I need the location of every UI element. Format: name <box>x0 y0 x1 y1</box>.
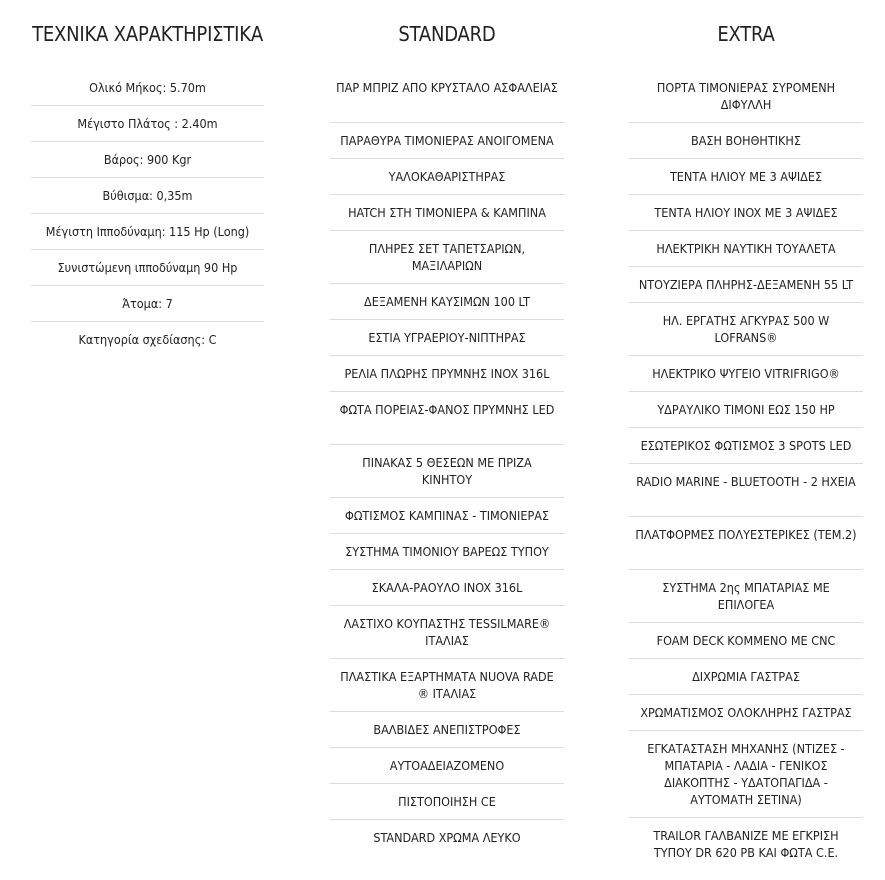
standard-item: ΠΙΝΑΚΑΣ 5 ΘΕΣΕΩΝ ΜΕ ΠΡΙΖΑ ΚΙΝΗΤΟΥ <box>330 445 564 498</box>
extra-heading: EXTRA <box>717 22 775 46</box>
extra-item: ΕΣΩΤΕΡΙΚΟΣ ΦΩΤΙΣΜΟΣ 3 SPOTS LED <box>629 428 863 464</box>
standard-item: ΑΥΤΟΑΔΕΙΑΖΟΜΕΝΟ <box>330 748 564 784</box>
extra-item: ΧΡΩΜΑΤΙΣΜΟΣ ΟΛΟΚΛΗΡΗΣ ΓΑΣΤΡΑΣ <box>629 695 863 731</box>
spec-item-design-category: Κατηγορία σχεδίασης: C <box>78 332 217 347</box>
spec-item-recommended-power: Συνιστώμενη ιπποδύναμη 90 Hp <box>31 250 264 286</box>
spec-item-max-power: Μέγιστη Ιπποδύναμη: 115 Hp (Long) <box>31 214 264 250</box>
spec-item-beam: Μέγιστο Πλάτος : 2.40m <box>31 106 264 142</box>
standard-item: ΣΥΣΤΗΜΑ ΤΙΜΟΝΙΟΥ ΒΑΡΕΩΣ ΤΥΠΟΥ <box>330 534 564 570</box>
standard-list <box>330 70 564 856</box>
standard-heading: STANDARD <box>398 22 496 46</box>
extra-item: FOAM DECK ΚΟΜΜΕΝΟ ΜΕ CNC <box>629 623 863 659</box>
extra-item: ΤΕΝΤΑ ΗΛΙΟΥ ΜΕ 3 ΑΨΙΔΕΣ <box>629 159 863 195</box>
extra-item: ΥΔΡΑΥΛΙΚΟ ΤΙΜΟΝΙ ΕΩΣ 150 HP <box>629 392 863 428</box>
standard-item: ΒΑΛΒΙΔΕΣ ΑΝΕΠΙΣΤΡΟΦΕΣ <box>330 712 564 748</box>
standard-column <box>330 0 564 856</box>
extra-column <box>629 0 863 871</box>
standard-item: ΠΙΣΤΟΠΟΙΗΣΗ CE <box>330 784 564 820</box>
extra-item: ΒΑΣΗ ΒΟΗΘΗΤΙΚΗΣ <box>629 123 863 159</box>
standard-item: ΠΛΑΣΤΙΚΑ ΕΞΑΡΤΗΜΑΤΑ NUOVA RADE ® ΙΤΑΛΙΑΣ <box>330 659 564 712</box>
extra-item: ΗΛΕΚΤΡΙΚΗ ΝΑΥΤΙΚΗ ΤΟΥΑΛΕΤΑ <box>629 231 863 267</box>
standard-item: ΠΑΡΑΘΥΡΑ ΤΙΜΟΝΙΕΡΑΣ ΑΝΟΙΓΟΜΕΝΑ <box>330 123 564 159</box>
standard-item: ΥΑΛΟΚΑΘΑΡΙΣΤΗΡΑΣ <box>330 159 564 195</box>
extra-item: ΗΛΕΚΤΡΙΚΟ ΨΥΓΕΙΟ VITRIFRIGO® <box>629 356 863 392</box>
standard-item: ΠΑΡ ΜΠΡΙΖ ΑΠΟ ΚΡΥΣΤΑΛΟ ΑΣΦΑΛΕΙΑΣ <box>330 70 564 123</box>
standard-item: STANDARD ΧΡΩΜΑ ΛΕΥΚΟ <box>373 830 521 845</box>
specs-heading: ΤΕΧΝΙΚΑ ΧΑΡΑΚΤΗΡΙΣΤΙΚΑ <box>32 22 263 46</box>
standard-item: HATCH ΣΤΗ ΤΙΜΟΝΙΕΡΑ & ΚΑΜΠΙΝΑ <box>330 195 564 231</box>
spec-item-draft: Βύθισμα: 0,35m <box>31 178 264 214</box>
standard-item: ΦΩΤΑ ΠΟΡΕΙΑΣ-ΦΑΝΟΣ ΠΡΥΜΝΗΣ LED <box>330 392 564 445</box>
spec-item-persons: Άτομα: 7 <box>31 286 264 322</box>
extra-item: ΝΤΟΥΖΙΕΡΑ ΠΛΗΡΗΣ-ΔΕΞΑΜΕΝΗ 55 LT <box>629 267 863 303</box>
spec-item-weight: Βάρος: 900 Kgr <box>31 142 264 178</box>
extra-list <box>629 70 863 871</box>
standard-item: ΠΛΗΡΕΣ ΣΕΤ ΤΑΠΕΤΣΑΡΙΩΝ, ΜΑΞΙΛΑΡΙΩΝ <box>330 231 564 284</box>
specs-column <box>31 0 264 358</box>
extra-item: ΕΓΚΑΤΑΣΤΑΣΗ ΜΗΧΑΝΗΣ (ΝΤΙΖΕΣ - ΜΠΑΤΑΡΙΑ - ΛΑΔΙΑ - ΓΕΝΙΚΟΣ ΔΙΑΚΟΠΤΗΣ - ΥΔΑΤΟΠΑΓΙΔΑ - ΑΥΤΟΜΑΤΗ ΣΕΤΙΝΑ) <box>629 731 863 818</box>
extra-item: ΔΙΧΡΩΜΙΑ ΓΑΣΤΡΑΣ <box>629 659 863 695</box>
standard-item: ΦΩΤΙΣΜΟΣ ΚΑΜΠΙΝΑΣ - ΤΙΜΟΝΙΕΡΑΣ <box>330 498 564 534</box>
specs-list <box>31 70 264 358</box>
standard-item: ΣΚΑΛΑ-ΡΑΟΥΛΟ INOX 316L <box>330 570 564 606</box>
standard-item: ΔΕΞΑΜΕΝΗ ΚΑΥΣΙΜΩΝ 100 LT <box>330 284 564 320</box>
extra-item: ΤΕΝΤΑ ΗΛΙΟΥ INOX ΜΕ 3 ΑΨΙΔΕΣ <box>629 195 863 231</box>
extra-item: RADIO MARINE - BLUETOOTH - 2 ΗΧΕΙΑ <box>629 464 863 517</box>
standard-item: ΡΕΛΙΑ ΠΛΩΡΗΣ ΠΡΥΜΝΗΣ INOX 316L <box>330 356 564 392</box>
extra-item: ΗΛ. ΕΡΓΑΤΗΣ ΑΓΚΥΡΑΣ 500 W LOFRANS® <box>629 303 863 356</box>
standard-item: ΛΑΣΤΙΧΟ ΚΟΥΠΑΣΤΗΣ TESSILMARE® ΙΤΑΛΙΑΣ <box>330 606 564 659</box>
extra-item: ΣΥΣΤΗΜΑ 2ης ΜΠΑΤΑΡΙΑΣ ΜΕ ΕΠΙΛΟΓΕΑ <box>629 570 863 623</box>
spec-item-length: Ολικό Μήκος: 5.70m <box>31 70 264 106</box>
extra-item: TRAILOR ΓΑΛΒΑΝΙΖΕ ΜΕ ΕΓΚΡΙΣΗ ΤΥΠΟΥ DR 620 PB ΚΑΙ ΦΩΤΑ C.E. <box>653 828 839 860</box>
extra-item: ΠΛΑΤΦΟΡΜΕΣ ΠΟΛΥΕΣΤΕΡΙΚΕΣ (ΤΕΜ.2) <box>629 517 863 570</box>
extra-item: ΠΟΡΤΑ ΤΙΜΟΝΙΕΡΑΣ ΣΥΡΟΜΕΝΗ ΔΙΦΥΛΛΗ <box>629 70 863 123</box>
standard-item: ΕΣΤΙΑ ΥΓΡΑΕΡΙΟΥ-ΝΙΠΤΗΡΑΣ <box>330 320 564 356</box>
